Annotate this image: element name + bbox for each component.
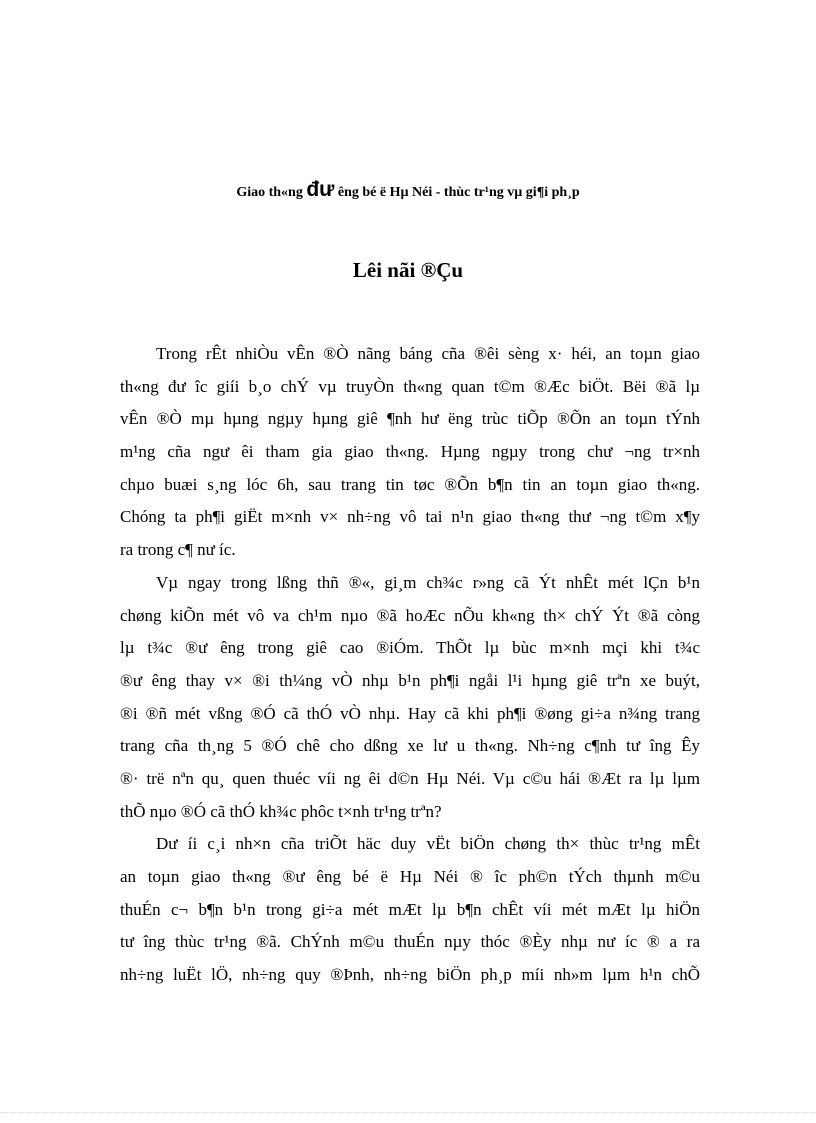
paragraph-2-line-1: Vµ ngay trong lßng thñ ®«, gi¸m ch¾c r»ng cã Ýt nhÊt mét lÇn b¹n	[156, 572, 700, 592]
paragraph-3-line-4: tư îng thùc tr¹ng ®ã. ChÝnh m©u thuÉn nµy thóc ®Èy nhµ nư íc ® a ra	[120, 932, 700, 952]
paragraph-2-line-6: trang cña th¸ng 5 ®Ó chê cho dßng xe lư u th«ng. Nh÷ng c¶nh tư îng Êy	[120, 736, 700, 756]
paragraph-1-line-5: chµo buæi s¸ng lóc 6h, sau trang tin tøc ®Õn b¶n tin an toµn giao th«ng.	[120, 474, 700, 494]
page-bottom-rule	[0, 1112, 816, 1113]
paragraph-1-line-2: th«ng đư îc giíi b¸o chÝ vµ truyÒn th«ng quan t©m ®Æc biÖt. Bëi ®ã lµ	[120, 376, 700, 396]
paragraph-1-line-1: Trong rÊt nhiÒu vÊn ®Ò nãng báng cña ®êi sèng x· héi, an toµn giao	[156, 344, 700, 363]
header-text-end: êng bé ë Hµ Néi - thùc tr¹ng vµ gi¶i ph¸p	[334, 185, 580, 200]
paragraph-2-line-4: ®ư êng thay v× ®i th¼ng vÒ nhµ b¹n ph¶i ngåi l¹i hµng giê trªn xe buýt,	[120, 670, 700, 690]
paragraph-2-line-5: ®i ®ñ mét vßng ®Ó cã thÓ vÒ nhµ. Hay cã khi ph¶i ®øng gi÷a n¾ng trang	[120, 703, 700, 723]
paragraph-3-line-3: thuÉn c¬ b¶n b¹n trong gi÷a mét mÆt lµ b¶n chÊt víi mét mÆt lµ hiÖn	[120, 899, 700, 919]
paragraph-3-line-5: nh÷ng luËt lÖ, nh÷ng quy ®Þnh, nh÷ng biÖn ph¸p míi nh»m lµm h¹n chÕ	[120, 965, 700, 985]
paragraph-1-line-6: Chóng ta ph¶i giËt m×nh v× nh÷ng vô tai n¹n giao th«ng thư ¬ng t©m x¶y	[120, 507, 700, 527]
paragraph-2-line-8: thÕ nµo ®Ó cã thÓ kh¾c phôc t×nh tr¹ng trªn?	[120, 801, 442, 821]
paragraph-3-line-2: an toµn giao th«ng ®ư êng bé ë Hµ Néi ® îc ph©n tÝch thµnh m©u	[120, 867, 700, 886]
paragraph-1-line-7: ra trong c¶ nư íc.	[120, 540, 236, 560]
paragraph-3-line-1: Dư íi c¸i nh×n cña triÕt häc duy vËt biÖn chøng th× thùc tr¹ng mÊt	[156, 834, 700, 854]
header-text-bold-glyph: đư	[306, 178, 335, 201]
paragraph-1-line-3: vÊn ®Ò mµ hµng ngµy hµng giê ¶nh hư ëng trùc tiÕp ®Õn an toµn tÝnh	[120, 409, 700, 429]
paragraph-2-line-3: lµ t¾c ®ư êng trong giê cao ®iÓm. ThÕt lµ bùc m×nh mçi khi t¾c	[120, 638, 700, 658]
body-text	[120, 338, 700, 992]
paragraph-2-line-2: chøng kiÕn mét vô va ch¹m nµo ®ã hoÆc nÕu kh«ng th× chÝ Ýt ®ã còng	[120, 605, 700, 625]
header-text-start: Giao th«ng	[236, 185, 307, 200]
document-title: Lêi nãi ®Çu	[352, 258, 464, 282]
paragraph-1-line-4: m¹ng cña ngư êi tham gia giao th«ng. Hµng ngµy trong chư ¬ng tr×nh	[120, 442, 700, 462]
running-header	[0, 178, 816, 202]
paragraph-2-line-7: ®· trë nªn qu¸ quen thuéc víi ng êi d©n Hµ Néi. Vµ c©u hái ®Æt ra lµ lµm	[120, 768, 700, 788]
